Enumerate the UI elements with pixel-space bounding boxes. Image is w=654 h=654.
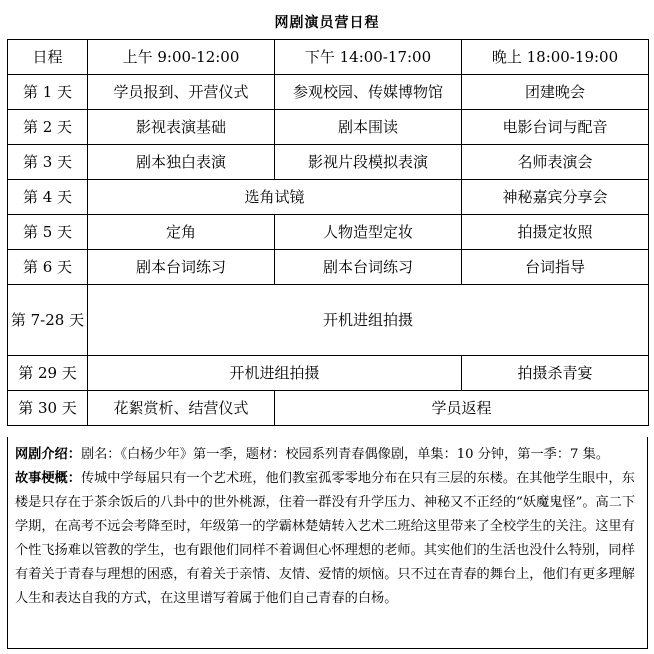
table-row [8,250,649,285]
day-label: 第 4 天 [8,180,88,215]
header-evening: 晚上 18:00-19:00 [462,40,649,75]
day-label: 第 1 天 [8,75,88,110]
table-row [8,356,649,391]
afternoon-cell: 参观校园、传媒博物馆 [275,75,462,110]
header-afternoon: 下午 14:00-17:00 [275,40,462,75]
full-day-cell: 开机进组拍摄 [88,285,649,356]
day-label: 第 30 天 [8,391,88,426]
drama-intro [15,443,641,467]
table-row [8,110,649,145]
intro-text: 剧名：《白杨少年》第一季，题材：校园系列青春偶像剧，单集：10 分钟，第一季：7 集。 [80,447,610,462]
morning-cell: 定角 [88,215,275,250]
drama-info-box [7,437,648,649]
table-row [8,180,649,215]
morning-cell: 剧本台词练习 [88,250,275,285]
header-row [8,40,649,75]
day-label: 第 5 天 [8,215,88,250]
day-label: 第 3 天 [8,145,88,180]
day-label: 第 6 天 [8,250,88,285]
evening-cell: 电影台词与配音 [462,110,649,145]
table-row [8,391,649,426]
table-row [8,75,649,110]
day-label: 第 7-28 天 [8,285,88,356]
afternoon-cell: 人物造型定妆 [275,215,462,250]
afternoon-cell: 剧本围读 [275,110,462,145]
table-row [8,215,649,250]
header-day: 日程 [8,40,88,75]
day-label: 第 2 天 [8,110,88,145]
table-row [8,285,649,356]
day-label: 第 29 天 [8,356,88,391]
morning-cell: 影视表演基础 [88,110,275,145]
evening-cell: 拍摄杀青宴 [462,356,649,391]
evening-cell: 名师表演会 [462,145,649,180]
table-row [8,145,649,180]
afternoon-evening-cell: 学员返程 [275,391,649,426]
evening-cell: 拍摄定妆照 [462,215,649,250]
evening-cell: 团建晚会 [462,75,649,110]
page-title: 网剧演员营日程 [274,15,380,31]
story-text: 传城中学每届只有一个艺术班，他们教室孤零零地分布在只有三层的东楼。在其他学生眼中，东楼是只存在于茶余饭后的八卦中的世外桃源，住着一群没有升学压力、神秘又不正经的“妖魔鬼怪”。高二下学期，在高考不远会考降至时，年级第一的学霸林楚婧转入艺术二班给这里带来了全校学生的关注。这里有个性飞扬难以管教的学生，也有跟他们同样不着调但心怀理想的老师。其实他们的生活也没什么特别，同样有着关于青春与理想的困惑，有着关于亲情、友情、爱情的烦恼。只不过在青春的舞台上，他们有更多理解人生和表达自我的方式，在这里谱写着属于他们自己青春的白杨。 [15,471,636,606]
afternoon-cell: 剧本台词练习 [275,250,462,285]
story-synopsis [15,467,641,611]
intro-label: 网剧介绍： [15,447,81,462]
morning-cell: 学员报到、开营仪式 [88,75,275,110]
afternoon-cell: 影视片段模拟表演 [275,145,462,180]
evening-cell: 神秘嘉宾分享会 [462,180,649,215]
morning-cell: 剧本独白表演 [88,145,275,180]
morning-cell: 花絮赏析、结营仪式 [88,391,275,426]
schedule-table [7,39,649,426]
header-morning: 上午 9:00-12:00 [88,40,275,75]
story-label: 故事梗概： [15,471,81,486]
evening-cell: 台词指导 [462,250,649,285]
morning-afternoon-cell: 选角试镜 [88,180,462,215]
morning-afternoon-cell: 开机进组拍摄 [88,356,462,391]
